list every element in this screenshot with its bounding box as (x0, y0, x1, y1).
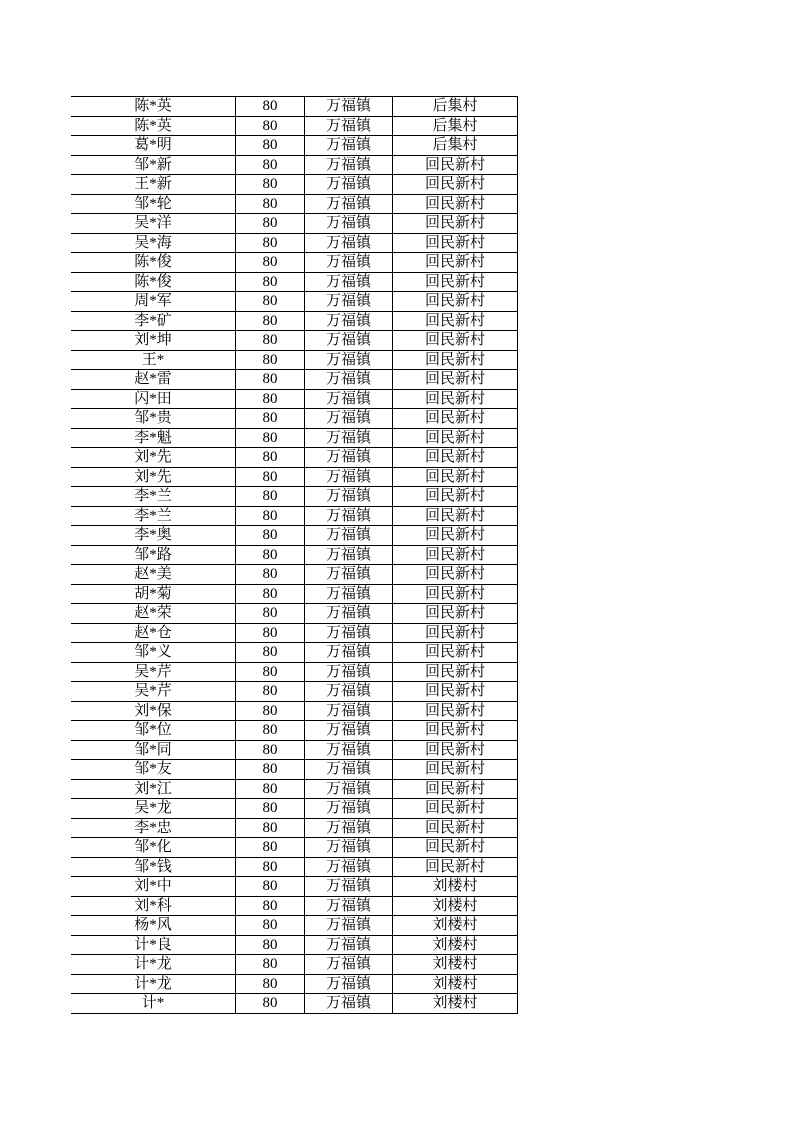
town-cell: 万福镇 (305, 292, 393, 312)
town-cell: 万福镇 (305, 682, 393, 702)
village-cell: 后集村 (393, 136, 518, 156)
village-cell: 后集村 (393, 116, 518, 136)
town-cell: 万福镇 (305, 370, 393, 390)
town-cell: 万福镇 (305, 545, 393, 565)
amount-cell: 80 (236, 428, 305, 448)
name-cell: 吴*芹 (71, 682, 236, 702)
table-row (71, 818, 518, 838)
amount-cell: 80 (236, 779, 305, 799)
table-row (71, 350, 518, 370)
table-row (71, 565, 518, 585)
town-cell: 万福镇 (305, 272, 393, 292)
table-row (71, 331, 518, 351)
town-cell: 万福镇 (305, 740, 393, 760)
town-cell: 万福镇 (305, 838, 393, 858)
town-cell: 万福镇 (305, 350, 393, 370)
town-cell: 万福镇 (305, 506, 393, 526)
amount-cell: 80 (236, 935, 305, 955)
village-cell: 回民新村 (393, 409, 518, 429)
table-row (71, 974, 518, 994)
name-cell: 刘*坤 (71, 331, 236, 351)
name-cell: 李*兰 (71, 506, 236, 526)
amount-cell: 80 (236, 389, 305, 409)
name-cell: 邹*义 (71, 643, 236, 663)
town-cell: 万福镇 (305, 994, 393, 1014)
name-cell: 刘*先 (71, 467, 236, 487)
village-cell: 刘楼村 (393, 896, 518, 916)
amount-cell: 80 (236, 526, 305, 546)
town-cell: 万福镇 (305, 97, 393, 117)
name-cell: 王*新 (71, 175, 236, 195)
table-row (71, 448, 518, 468)
table-row (71, 662, 518, 682)
table-row (71, 214, 518, 234)
village-cell: 回民新村 (393, 292, 518, 312)
town-cell: 万福镇 (305, 584, 393, 604)
name-cell: 计*良 (71, 935, 236, 955)
village-cell: 回民新村 (393, 175, 518, 195)
table-row (71, 994, 518, 1014)
town-cell: 万福镇 (305, 155, 393, 175)
village-cell: 回民新村 (393, 545, 518, 565)
village-cell: 回民新村 (393, 584, 518, 604)
town-cell: 万福镇 (305, 623, 393, 643)
table-row (71, 370, 518, 390)
town-cell: 万福镇 (305, 877, 393, 897)
name-cell: 闪*田 (71, 389, 236, 409)
town-cell: 万福镇 (305, 604, 393, 624)
village-cell: 回民新村 (393, 389, 518, 409)
name-cell: 陈*英 (71, 116, 236, 136)
village-cell: 回民新村 (393, 565, 518, 585)
amount-cell: 80 (236, 116, 305, 136)
village-cell: 回民新村 (393, 721, 518, 741)
name-cell: 赵*仓 (71, 623, 236, 643)
town-cell: 万福镇 (305, 409, 393, 429)
village-cell: 回民新村 (393, 740, 518, 760)
name-cell: 赵*荣 (71, 604, 236, 624)
town-cell: 万福镇 (305, 331, 393, 351)
village-cell: 刘楼村 (393, 877, 518, 897)
amount-cell: 80 (236, 682, 305, 702)
amount-cell: 80 (236, 760, 305, 780)
town-cell: 万福镇 (305, 799, 393, 819)
amount-cell: 80 (236, 272, 305, 292)
town-cell: 万福镇 (305, 974, 393, 994)
town-cell: 万福镇 (305, 175, 393, 195)
name-cell: 吴*海 (71, 233, 236, 253)
town-cell: 万福镇 (305, 916, 393, 936)
table-row (71, 487, 518, 507)
village-cell: 回民新村 (393, 526, 518, 546)
village-cell: 刘楼村 (393, 916, 518, 936)
name-cell: 李*忠 (71, 818, 236, 838)
amount-cell: 80 (236, 545, 305, 565)
village-cell: 回民新村 (393, 350, 518, 370)
amount-cell: 80 (236, 662, 305, 682)
table-row (71, 721, 518, 741)
name-cell: 刘*科 (71, 896, 236, 916)
table-row (71, 467, 518, 487)
name-cell: 吴*洋 (71, 214, 236, 234)
name-cell: 邹*钱 (71, 857, 236, 877)
amount-cell: 80 (236, 877, 305, 897)
amount-cell: 80 (236, 740, 305, 760)
amount-cell: 80 (236, 214, 305, 234)
name-cell: 王* (71, 350, 236, 370)
table-row (71, 311, 518, 331)
town-cell: 万福镇 (305, 955, 393, 975)
table-body (71, 97, 518, 1014)
table-row (71, 253, 518, 273)
table-row (71, 799, 518, 819)
town-cell: 万福镇 (305, 428, 393, 448)
table-row (71, 233, 518, 253)
amount-cell: 80 (236, 974, 305, 994)
name-cell: 计*龙 (71, 955, 236, 975)
name-cell: 胡*菊 (71, 584, 236, 604)
table-row (71, 194, 518, 214)
amount-cell: 80 (236, 818, 305, 838)
name-cell: 陈*英 (71, 97, 236, 117)
table-row (71, 116, 518, 136)
table-row (71, 272, 518, 292)
amount-cell: 80 (236, 565, 305, 585)
village-cell: 回民新村 (393, 643, 518, 663)
table-row (71, 389, 518, 409)
name-cell: 刘*中 (71, 877, 236, 897)
table-row (71, 155, 518, 175)
village-cell: 回民新村 (393, 799, 518, 819)
table-row (71, 136, 518, 156)
village-cell: 回民新村 (393, 272, 518, 292)
name-cell: 赵*美 (71, 565, 236, 585)
town-cell: 万福镇 (305, 487, 393, 507)
table-row (71, 584, 518, 604)
amount-cell: 80 (236, 604, 305, 624)
name-cell: 李*矿 (71, 311, 236, 331)
name-cell: 李*魁 (71, 428, 236, 448)
name-cell: 邹*路 (71, 545, 236, 565)
village-cell: 回民新村 (393, 838, 518, 858)
name-cell: 邹*新 (71, 155, 236, 175)
village-cell: 回民新村 (393, 701, 518, 721)
village-cell: 回民新村 (393, 233, 518, 253)
village-cell: 回民新村 (393, 682, 518, 702)
table-row (71, 701, 518, 721)
amount-cell: 80 (236, 467, 305, 487)
amount-cell: 80 (236, 331, 305, 351)
village-cell: 回民新村 (393, 760, 518, 780)
town-cell: 万福镇 (305, 565, 393, 585)
amount-cell: 80 (236, 916, 305, 936)
amount-cell: 80 (236, 311, 305, 331)
amount-cell: 80 (236, 643, 305, 663)
table-row (71, 740, 518, 760)
amount-cell: 80 (236, 409, 305, 429)
amount-cell: 80 (236, 955, 305, 975)
table-row (71, 916, 518, 936)
village-cell: 回民新村 (393, 818, 518, 838)
amount-cell: 80 (236, 701, 305, 721)
table-row (71, 604, 518, 624)
table-row (71, 955, 518, 975)
amount-cell: 80 (236, 896, 305, 916)
village-cell: 刘楼村 (393, 935, 518, 955)
amount-cell: 80 (236, 799, 305, 819)
village-cell: 回民新村 (393, 448, 518, 468)
village-cell: 回民新村 (393, 311, 518, 331)
table-row (71, 877, 518, 897)
amount-cell: 80 (236, 155, 305, 175)
village-cell: 刘楼村 (393, 994, 518, 1014)
name-cell: 吴*龙 (71, 799, 236, 819)
town-cell: 万福镇 (305, 233, 393, 253)
village-cell: 后集村 (393, 97, 518, 117)
name-cell: 陈*俊 (71, 272, 236, 292)
town-cell: 万福镇 (305, 896, 393, 916)
name-cell: 吴*芹 (71, 662, 236, 682)
amount-cell: 80 (236, 994, 305, 1014)
town-cell: 万福镇 (305, 448, 393, 468)
table-row (71, 838, 518, 858)
village-cell: 回民新村 (393, 194, 518, 214)
amount-cell: 80 (236, 721, 305, 741)
name-cell: 邹*同 (71, 740, 236, 760)
village-cell: 回民新村 (393, 604, 518, 624)
table-row (71, 896, 518, 916)
amount-cell: 80 (236, 233, 305, 253)
town-cell: 万福镇 (305, 467, 393, 487)
town-cell: 万福镇 (305, 253, 393, 273)
village-cell: 刘楼村 (393, 955, 518, 975)
town-cell: 万福镇 (305, 214, 393, 234)
name-cell: 李*奥 (71, 526, 236, 546)
name-cell: 刘*先 (71, 448, 236, 468)
amount-cell: 80 (236, 97, 305, 117)
name-cell: 李*兰 (71, 487, 236, 507)
town-cell: 万福镇 (305, 136, 393, 156)
table-row (71, 545, 518, 565)
village-cell: 回民新村 (393, 779, 518, 799)
village-cell: 回民新村 (393, 331, 518, 351)
amount-cell: 80 (236, 857, 305, 877)
town-cell: 万福镇 (305, 701, 393, 721)
village-cell: 回民新村 (393, 662, 518, 682)
amount-cell: 80 (236, 448, 305, 468)
village-cell: 回民新村 (393, 487, 518, 507)
table-row (71, 526, 518, 546)
amount-cell: 80 (236, 194, 305, 214)
name-cell: 邹*友 (71, 760, 236, 780)
table-row (71, 506, 518, 526)
amount-cell: 80 (236, 350, 305, 370)
name-cell: 葛*明 (71, 136, 236, 156)
table-row (71, 175, 518, 195)
town-cell: 万福镇 (305, 389, 393, 409)
name-cell: 计* (71, 994, 236, 1014)
village-cell: 回民新村 (393, 155, 518, 175)
village-cell: 回民新村 (393, 467, 518, 487)
town-cell: 万福镇 (305, 526, 393, 546)
town-cell: 万福镇 (305, 818, 393, 838)
amount-cell: 80 (236, 584, 305, 604)
town-cell: 万福镇 (305, 760, 393, 780)
village-cell: 回民新村 (393, 428, 518, 448)
village-cell: 回民新村 (393, 214, 518, 234)
town-cell: 万福镇 (305, 935, 393, 955)
spreadsheet-table (71, 96, 518, 1014)
amount-cell: 80 (236, 838, 305, 858)
name-cell: 陈*俊 (71, 253, 236, 273)
amount-cell: 80 (236, 487, 305, 507)
village-cell: 回民新村 (393, 253, 518, 273)
name-cell: 刘*保 (71, 701, 236, 721)
amount-cell: 80 (236, 253, 305, 273)
village-cell: 回民新村 (393, 857, 518, 877)
name-cell: 邹*化 (71, 838, 236, 858)
village-cell: 刘楼村 (393, 974, 518, 994)
amount-cell: 80 (236, 370, 305, 390)
table-row (71, 428, 518, 448)
town-cell: 万福镇 (305, 116, 393, 136)
name-cell: 邹*贵 (71, 409, 236, 429)
name-cell: 刘*江 (71, 779, 236, 799)
table-row (71, 97, 518, 117)
table-row (71, 857, 518, 877)
town-cell: 万福镇 (305, 194, 393, 214)
table-row (71, 292, 518, 312)
name-cell: 邹*轮 (71, 194, 236, 214)
amount-cell: 80 (236, 175, 305, 195)
table-row (71, 779, 518, 799)
town-cell: 万福镇 (305, 779, 393, 799)
name-cell: 邹*位 (71, 721, 236, 741)
town-cell: 万福镇 (305, 662, 393, 682)
table-row (71, 935, 518, 955)
table-row (71, 643, 518, 663)
name-cell: 赵*雷 (71, 370, 236, 390)
town-cell: 万福镇 (305, 721, 393, 741)
name-cell: 计*龙 (71, 974, 236, 994)
village-cell: 回民新村 (393, 370, 518, 390)
town-cell: 万福镇 (305, 643, 393, 663)
village-cell: 回民新村 (393, 623, 518, 643)
amount-cell: 80 (236, 136, 305, 156)
town-cell: 万福镇 (305, 311, 393, 331)
amount-cell: 80 (236, 623, 305, 643)
name-cell: 周*军 (71, 292, 236, 312)
name-cell: 杨*风 (71, 916, 236, 936)
amount-cell: 80 (236, 292, 305, 312)
table-row (71, 760, 518, 780)
table-row (71, 682, 518, 702)
amount-cell: 80 (236, 506, 305, 526)
village-cell: 回民新村 (393, 506, 518, 526)
town-cell: 万福镇 (305, 857, 393, 877)
table-row (71, 409, 518, 429)
table-row (71, 623, 518, 643)
